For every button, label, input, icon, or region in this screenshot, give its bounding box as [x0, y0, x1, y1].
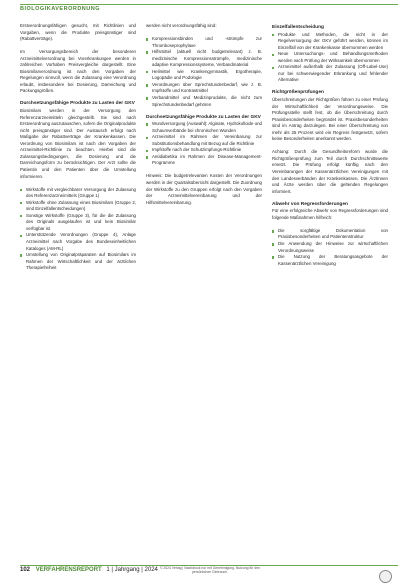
article-body — [20, 23, 400, 559]
list-item: Kompressionsbinden und -strümpfe zur Thromboseprophylaxe — [146, 36, 262, 49]
list-item: Produkte und Methoden, die nicht in der Regelversorgung der GKV geführt werden, können im Einzelfall von der Krankenkasse übernommen werden — [272, 32, 388, 52]
body-paragraph: Erstverordnungsfähigen gesucht, mit Richtlinien und Vorgaben, wenn die Produkte preisgünstiger sind (Rabattverträge). — [20, 23, 136, 42]
body-paragraph: Für eine erfolgreiche Abwehr von Regressforderungen sind folgende Maßnahmen hilfreich: — [272, 208, 388, 220]
list-item: Unterstützende Verordnungen (Gruppe 4), Anlage Arzneimittel nach Vorgabe des Bundeseinheitlichen Kataloges (AM-RL) — [20, 232, 136, 252]
list-item: Arzneimittel im Rahmen der Vereinbarung zur Substitutionsbehandlung mit Bezug auf die Richtlinie — [146, 134, 262, 147]
issue-info: 1 | Jahrgang | 2024 — [106, 567, 158, 573]
list-item: Arzneimittel außerhalb der Zulassung (Off-Label-Use) nur bei schwerwiegender Erkrankung und fehlender Alternative — [272, 64, 388, 84]
bullet-list — [272, 32, 388, 84]
publisher-seal-icon — [379, 570, 392, 583]
body-paragraph: Hinweis: Die budgetrelevanten Kosten der Verordnungen werden in der Quartalsübersicht dargestellt. Die Zuordnung der Wirkstoffe zu den Gruppen erfolgt nach den Vorgaben der Arzneimittelvereinbarung und der Hilfsmittelvereinbarung. — [146, 173, 262, 205]
section-heading: Durchsetzungsfähige Produkte zu Lasten der GKV — [146, 114, 261, 120]
list-item: Umstellung von Originalpräparaten auf Biosimilars im Rahmen der Wirtschaftlichkeit und der ärztlichen Therapiefreiheit — [20, 252, 136, 272]
section-heading: Abwehr von Regressforderungen — [272, 201, 348, 207]
list-item: Neue Untersuchungs- und Behandlungsmethoden werden nach Prüfung der Wirksamkeit übernommen — [272, 51, 388, 64]
body-paragraph: Biosimilars werden in der Versorgung den Referenzarzneimitteln gleichgestellt. Sie sind nach Erstverordnung auszutauschen, sofern die Originalprodukte nicht preisgünstiger sind. Der Austausch erfolgt nach Maßgabe der Rabattverträge der Krankenkassen. Die Verordnung von Biosimilars ist nach den Vorgaben der Arzneimittel-Richtlinie zu beachten. Hierbei sind die Zulassungsbedingungen, die Dosierung und die Darreichungsform zu berücksichtigen. Der Arzt sollte die Patientin und den Patienten über die Umstellung informieren. — [20, 108, 136, 179]
list-item: Die Nutzung der Beratungsangebote der Kassenärztlichen Vereinigung — [272, 254, 388, 267]
page-number: 102 — [20, 567, 31, 573]
list-item: Wirkstoffe ohne Zulassung eines Biosimilars (Gruppe 2, sind Einzelfallentscheidungen) — [20, 200, 136, 213]
list-item: Sonstige Wirkstoffe (Gruppe 3), für die die Zulassung des Originals ausgelaufen ist und kein Biosimilar verfügbar ist — [20, 213, 136, 233]
list-item: Wirkstoffe mit vergleichbarer Versorgung der Zulassung des Referenzarzneimittels (Gruppe 1) — [20, 187, 136, 200]
body-paragraph: werden nicht verordnungsfähig sind: — [146, 23, 217, 28]
bullet-list — [20, 187, 136, 272]
list-item: Heilmittel wie Krankengymnastik, Ergotherapie, Logopädie und Podologie — [146, 69, 262, 82]
list-item: Verbandmittel und Medizinprodukte, die nicht zum Sprechstundenbedarf gehören — [146, 95, 262, 108]
header-rule — [20, 4, 398, 5]
list-item: Die Anwendung der Hinweise zur wirtschaftlichen Verordnungsweise — [272, 241, 388, 254]
text-column-2 — [146, 23, 262, 559]
section-heading: Einzelfallentscheidung — [272, 25, 324, 30]
text-column-3 — [272, 23, 388, 559]
body-paragraph: Im Versorgungsbereich der besonderen Arzneimittelverordnung bei Vorerkrankungen werden in zahlreichen Vorhaben Preisvergleiche dargestellt. Eine Biosimilarverordnung ist nach den Vorgaben der Regelungen sinnvoll, wenn die Zulassung eine Verordnung erlaubt, insbesondere bei Dosierung, Darreichung und Packungsgrößen. — [20, 49, 136, 94]
list-item: Hilfsmittel (aktuell nicht budgetrelevant) z. B. medizinische Kompressionsstrümpfe, medizinische adaptive Kompressionssysteme, Verbandmaterial — [146, 49, 262, 69]
list-item: Wundversorgung (Auswahl): Alginate, Hydrokolloide und Schaumverbände bei chronischen Wunden — [146, 121, 262, 134]
body-paragraph: Überschreitungen der Richtgrößen führen zu einer Prüfung der Wirtschaftlichkeit der Verordnungsweise. Die Prüfungsstelle stellt fest, ob die Überschreitung durch Praxisbesonderheiten begründet ist. Praxisbesonderheiten sind im Antrag darzulegen. Bei einer Überschreitung von mehr als 25 Prozent wird ein Regress festgesetzt, sofern keine Besonderheiten anerkannt werden. — [272, 97, 388, 142]
bullet-list — [272, 228, 388, 267]
list-item: Antidiabetika im Rahmen der Disease-Management-Programme — [146, 154, 262, 167]
section-tag: BIOLOGIKAVERORDNUNG — [20, 6, 100, 12]
bullet-list — [146, 121, 262, 167]
list-item: Verordnungen über Sprechstundenbedarf, wie z. B. Impfstoffe und Kontrastmittel — [146, 82, 262, 95]
text-column-1 — [20, 23, 136, 559]
magazine-name: VERFAHRENSREPORT — [35, 567, 102, 573]
section-heading: Durchsetzungsfähige Produkte zu Lasten der GKV — [20, 101, 135, 107]
body-paragraph: Achtung: Durch die Gesundheitsreform wurde die Richtgrößenprüfung zum Teil durch Durchschnittswerte ersetzt. Die Prüfung erfolgt künftig nach den Vereinbarungen der Kassenärztlichen Vereinigungen mit den Landesverbänden der Krankenkassen. Die Ärztinnen und Ärzte werden über die geltenden Regelungen informiert. — [272, 149, 388, 194]
list-item: Die sorgfältige Dokumentation von Praxisbesonderheiten und Patientenstruktur — [272, 228, 388, 241]
copyright-note: © 2024 Verlag | Nachdruck nur mit Genehmigung. Nutzung für den persönlichen Gebrauch. — [159, 566, 261, 575]
section-heading: Richtgrößenprüfungen — [272, 90, 324, 96]
bullet-list — [146, 36, 262, 108]
list-item: Impfstoffe nach der Schutzimpfungs-Richtlinie — [146, 147, 262, 154]
footer-left — [20, 567, 158, 573]
